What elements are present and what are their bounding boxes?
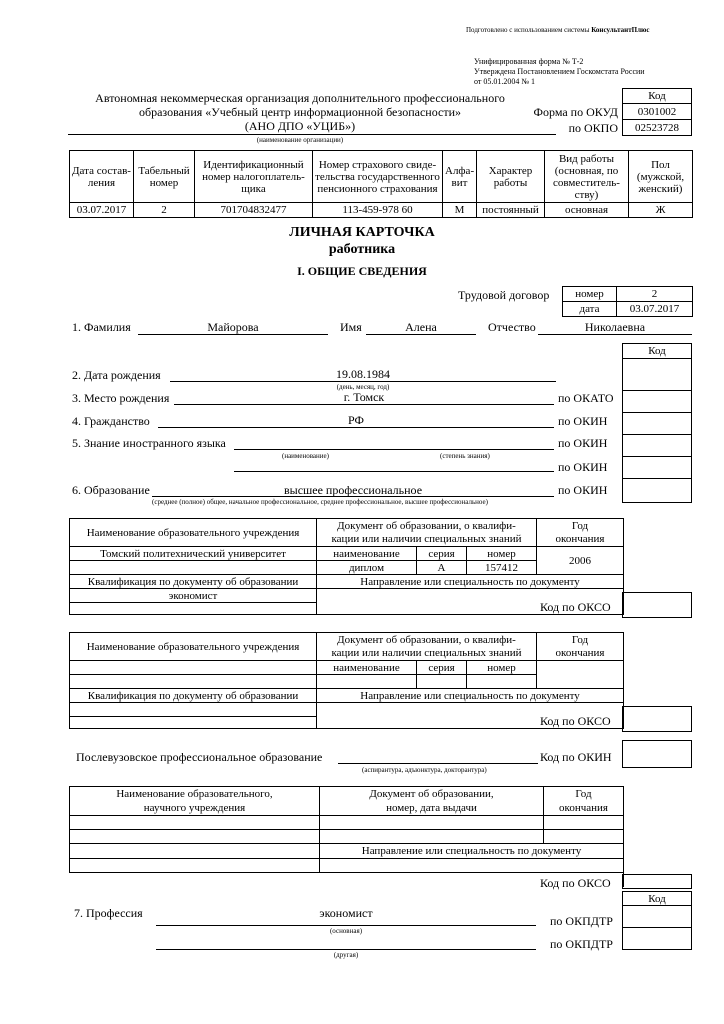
- language-caption-level: (степень знания): [440, 452, 490, 460]
- okpo-label: по ОКПО: [568, 121, 618, 135]
- graduation-year-1: 2006: [537, 547, 624, 575]
- form-line-1: Унифицированная форма № Т-2: [474, 57, 584, 66]
- okpo-value: 02523728: [623, 120, 692, 136]
- education-table-1: Наименование образовательного учреждения Документ об образовании, о квалифи- Год кации или наличии специальных знаний окончания Томский политехнический университет наименование серия номер 2006 диплом А 157412 Квалификация по документу об образовании Направление или специальность по документу экономист: [69, 518, 624, 615]
- birth-value: 19.08.1984: [336, 367, 390, 381]
- card-title: ЛИЧНАЯ КАРТОЧКА: [289, 225, 435, 240]
- okpdtr-label-1: по ОКПДТР: [550, 914, 613, 928]
- postgrad-caption: (аспирантура, адъюнктура, докторантура): [362, 766, 487, 774]
- postgrad-okin-label: Код по ОКИН: [540, 750, 612, 764]
- name-label: Имя: [340, 320, 362, 334]
- education-caption: (среднее (полное) общее, начальное профессиональное, среднее профессиональное, высшее профессиональное): [152, 498, 488, 506]
- education-table-2: Наименование образовательного учреждения Документ об образовании, о квалифи- Год кации или наличии специальных знаний окончания наименование серия номер Квалификация по документу об образовании Направление или специальность по документу: [69, 632, 624, 729]
- profession-caption-main: (основная): [329, 927, 363, 935]
- okin-label-2: по ОКИН: [558, 436, 608, 450]
- okin-label-3: по ОКИН: [558, 460, 608, 474]
- okato-label: по ОКАТО: [558, 391, 614, 405]
- okso-label-1: Код по ОКСО: [540, 600, 611, 614]
- profession-value: экономист: [319, 906, 373, 920]
- name-value: Алена: [405, 320, 437, 334]
- okin-label-4: по ОКИН: [558, 483, 608, 497]
- education-value: высшее профессиональное: [283, 483, 423, 497]
- surname-label: 1. Фамилия: [72, 320, 131, 334]
- prepared-note: Подготовлено с использованием системы КонсультантПлюс: [466, 26, 650, 34]
- form-line-2: Утверждена Постановлением Госкомстата России: [474, 67, 645, 76]
- okud-label: Форма по ОКУД: [533, 105, 618, 119]
- education-label: 6. Образование: [72, 483, 150, 497]
- okso-label-2: Код по ОКСО: [540, 714, 611, 728]
- profession-label: 7. Профессия: [74, 906, 143, 920]
- okin-label-1: по ОКИН: [558, 414, 608, 428]
- okpdtr-label-2: по ОКПДТР: [550, 937, 613, 951]
- contract-table: номер 2 дата 03.07.2017: [562, 286, 693, 317]
- postgrad-label: Послевузовское профессиональное образование: [76, 750, 323, 764]
- contract-label: Трудовой договор: [458, 288, 550, 302]
- org-caption: (наименование организации): [256, 136, 344, 144]
- birth-label: 2. Дата рождения: [72, 368, 161, 382]
- language-label: 5. Знание иностранного языка: [72, 436, 226, 450]
- card-subtitle: работника: [328, 242, 396, 257]
- org-name-line2: образования «Учебный центр информационной безопасности»: [139, 105, 461, 119]
- qualification-1: экономист: [70, 589, 317, 603]
- postgrad-okso-label: Код по ОКСО: [540, 876, 611, 890]
- patronymic-value: Николаевна: [584, 320, 646, 334]
- section-title: I. ОБЩИЕ СВЕДЕНИЯ: [297, 264, 427, 278]
- org-name-line3: (АНО ДПО «УЦИБ»): [244, 119, 356, 133]
- postgrad-table: Наименование образовательного, Документ об образовании, Год научного учреждения номер, дата выдачи окончания Направление или специальность по документу: [69, 786, 624, 887]
- okud-value: 0301002: [623, 104, 692, 120]
- citizenship-value: РФ: [348, 413, 364, 427]
- postgrad-okso-box: [622, 874, 692, 889]
- birthplace-label: 3. Место рождения: [72, 391, 170, 405]
- code-column-table: Код: [622, 343, 692, 503]
- profession-code-table: Код: [622, 891, 692, 950]
- birth-caption: (день, месяц, год): [336, 383, 390, 391]
- org-name-line1: Автономная некоммерческая организация дополнительного профессионального: [95, 91, 505, 105]
- okud-code-table: Код 0301002 02523728: [622, 88, 692, 136]
- citizenship-label: 4. Гражданство: [72, 414, 150, 428]
- table-row: 03.07.2017 2 701704832477 113-459-978 60 М постоянный основная Ж: [70, 203, 693, 218]
- postgrad-okin-box: [622, 740, 692, 768]
- institution-1: Томский политехнический университет: [70, 547, 317, 561]
- profession-caption-other: (другая): [333, 951, 359, 959]
- surname-value: Майорова: [207, 320, 259, 334]
- form-line-3: от 05.01.2004 № 1: [474, 77, 536, 86]
- okso-box-1: [622, 592, 692, 618]
- language-caption-name: (наименование): [282, 452, 329, 460]
- employee-info-table: Дата состав-ления Табельный номер Идентификационный номер налогоплатель-щика Номер страхового свиде-тельства государственного пенсионного страхования Алфа-вит Характер работы Вид работы (основная, по совместитель-ству) Пол (мужской, женский) 03.07.2017 2 701704832477 113-459-978 60 М постоянный основная Ж: [69, 150, 693, 218]
- okso-box-2: [622, 706, 692, 732]
- birthplace-value: г. Томск: [343, 390, 385, 404]
- patronymic-label: Отчество: [488, 320, 536, 334]
